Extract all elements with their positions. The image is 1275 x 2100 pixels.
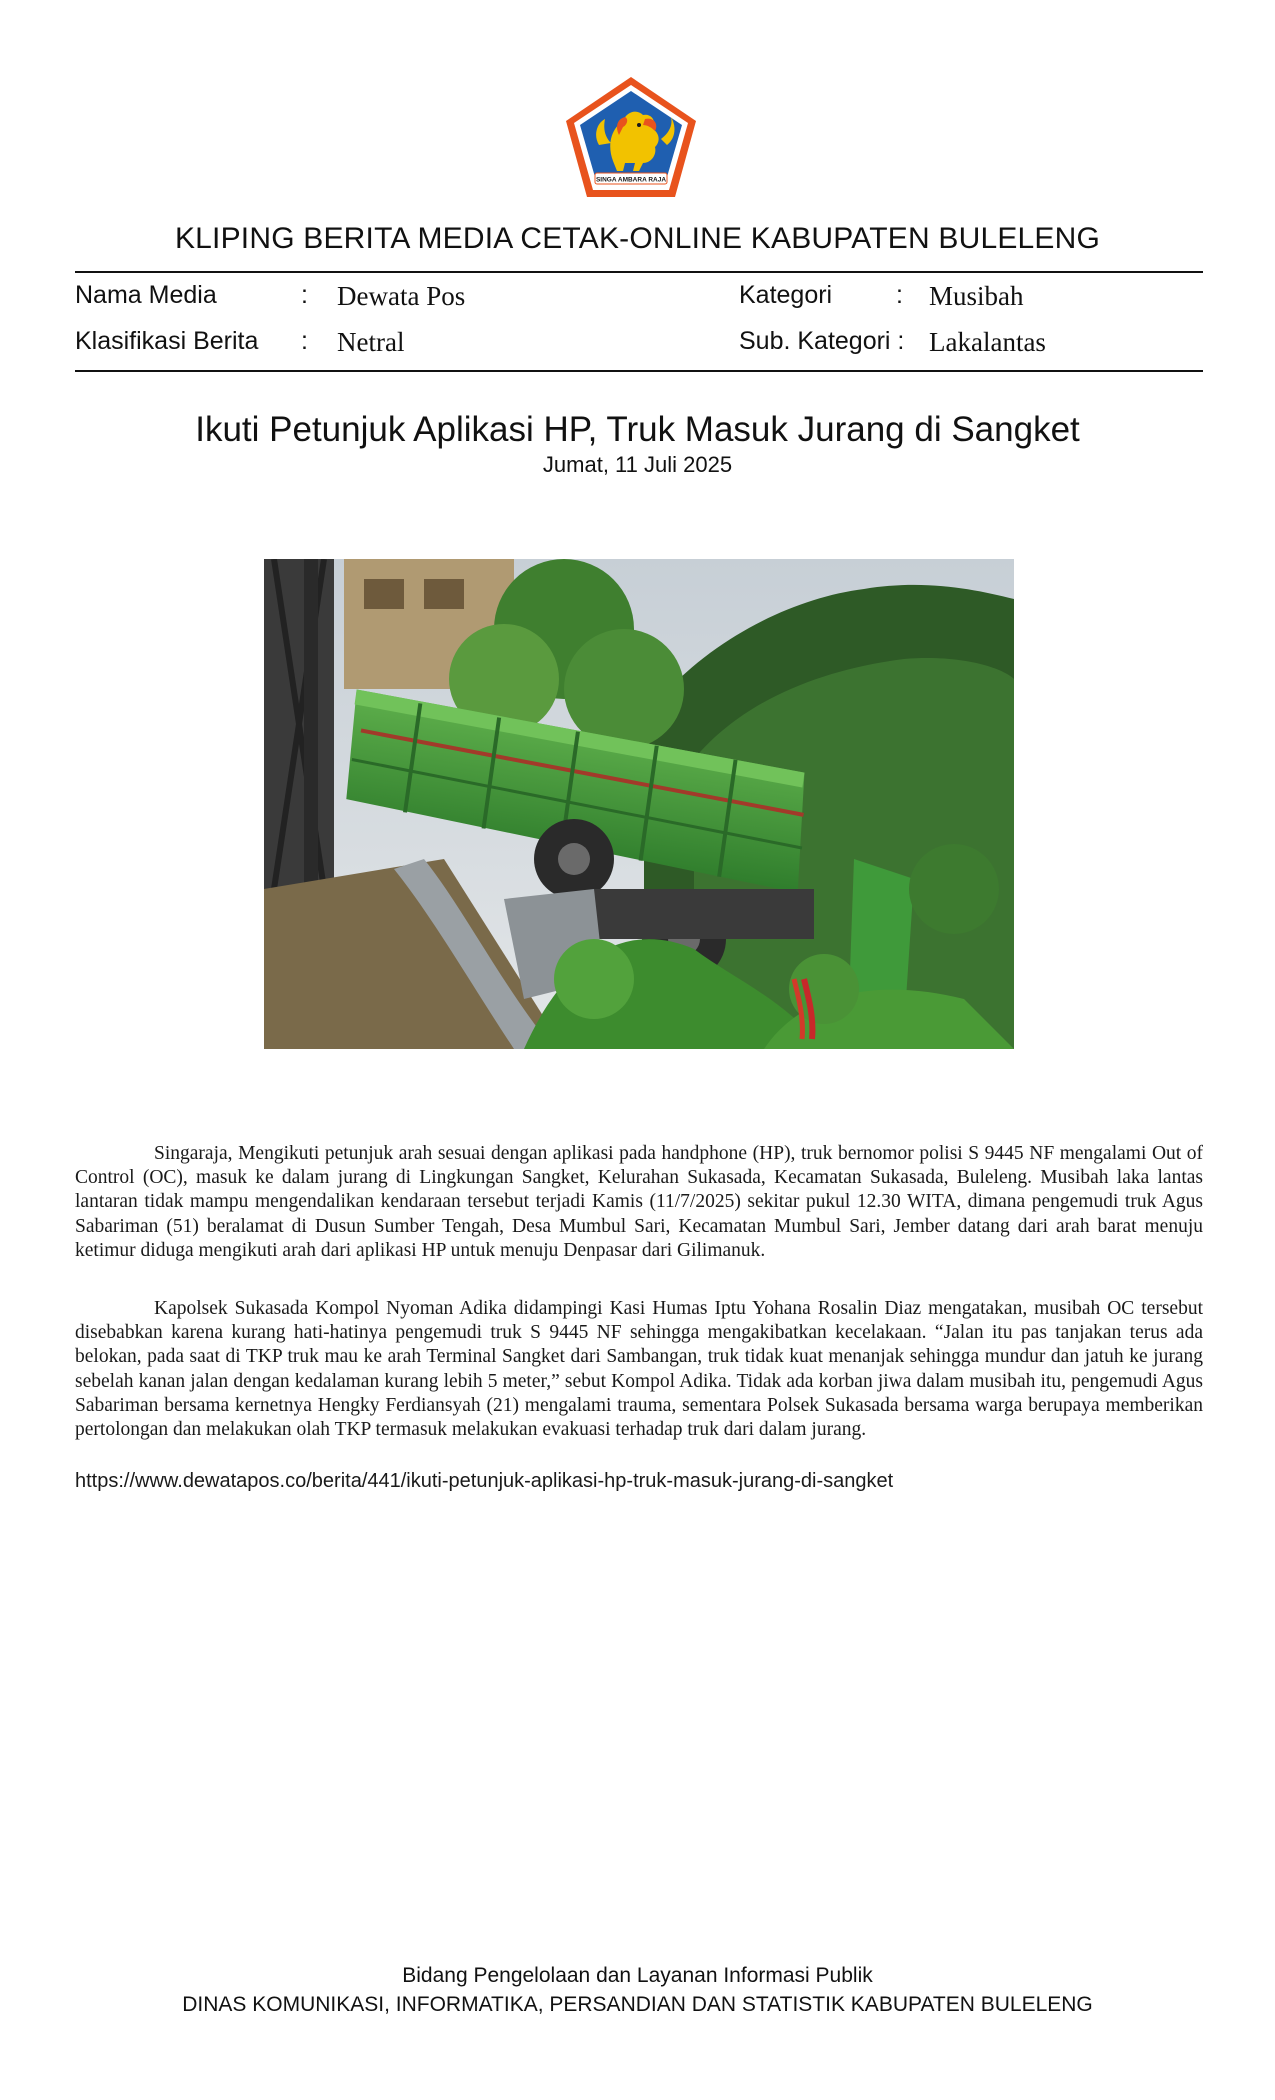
logo-motto: SINGA AMBARA RAJA [595,176,667,184]
sub-kategori-label: Sub. Kategori : [739,327,905,355]
klasifikasi-colon: : [301,327,308,355]
klasifikasi-value: Netral [337,327,405,357]
article-paragraph-1 [75,1142,1203,1263]
sub-kategori-value: Lakalantas [929,327,1046,357]
header-divider-bottom [75,370,1203,372]
kategori-label: Kategori [739,281,833,309]
nama-media-label: Nama Media [75,281,217,309]
nama-media-colon: : [301,281,308,309]
article-date: Jumat, 11 Juli 2025 [542,452,733,477]
kategori-value: Musibah [929,281,1024,311]
news-photo [264,559,1014,1049]
footer-department: Bidang Pengelolaan dan Layanan Informasi Publik [402,1964,873,1987]
article-paragraph-2 [75,1297,1203,1442]
klasifikasi-label: Klasifikasi Berita [75,327,259,355]
header-divider-top [75,271,1203,273]
nama-media-value: Dewata Pos [337,281,466,311]
source-url[interactable]: https://www.dewatapos.co/berita/441/ikuti-petunjuk-aplikasi-hp-truk-masuk-jurang-di-sangket [75,1470,894,1492]
article-headline: Ikuti Petunjuk Aplikasi HP, Truk Masuk Jurang di Sangket [195,410,1080,449]
article-paragraph-2-text: Kapolsek Sukasada Kompol Nyoman Adika didampingi Kasi Humas Iptu Yohana Rosalin Diaz mengatakan, musibah OC tersebut disebabkan karena kurang hati-hatinya pengemudi truk S 9445 NF sehingga mengakibatkan kecelakaan. “Jalan itu pas tanjakan terus ada belokan, pada saat di TKP truk mau ke arah Terminal Sangket dari Sambangan, truk tidak kuat menanjak sehingga mundur dan jatuh ke jurang sebelah kanan jalan dengan kedalaman kurang lebih 5 meter,” sebut Kompol Adika. Tidak ada korban jiwa dalam musibah itu, pengemudi Agus Sabariman bersama kernetnya Hengky Ferdiansyah (21) mengalami trauma, sementara Polsek Sukasada bersama warga berupaya memberikan pertolongan dan melakukan olah TKP termasuk melakukan evakuasi terhadap truk dari dalam jurang. [75,1298,1203,1441]
kategori-colon: : [896,281,903,309]
document-title: KLIPING BERITA MEDIA CETAK-ONLINE KABUPATEN BULELENG [174,222,1101,255]
footer-agency: DINAS KOMUNIKASI, INFORMATIKA, PERSANDIAN DAN STATISTIK KABUPATEN BULELENG [182,1993,1093,2016]
regency-logo [563,75,699,201]
article-paragraph-1-text: Singaraja, Mengikuti petunjuk arah sesuai dengan aplikasi pada handphone (HP), truk bernomor polisi S 9445 NF mengalami Out of Control (OC), masuk ke dalam jurang di Lingkungan Sangket, Kelurahan Sukasada, Kecamatan Sukasada, Buleleng. Musibah laka lantas lantaran tidak mampu mengendalikan kendaraan tersebut terjadi Kamis (11/7/2025) sekitar pukul 12.30 WITA, dimana pengemudi truk Agus Sabariman (51) beralamat di Dusun Sumber Tengah, Desa Mumbul Sari, Kecamatan Mumbul Sari, Jember datang dari arah barat menuju ketimur diduga mengikuti arah dari aplikasi HP untuk menuju Denpasar dari Gilimanuk. [75,1143,1203,1261]
